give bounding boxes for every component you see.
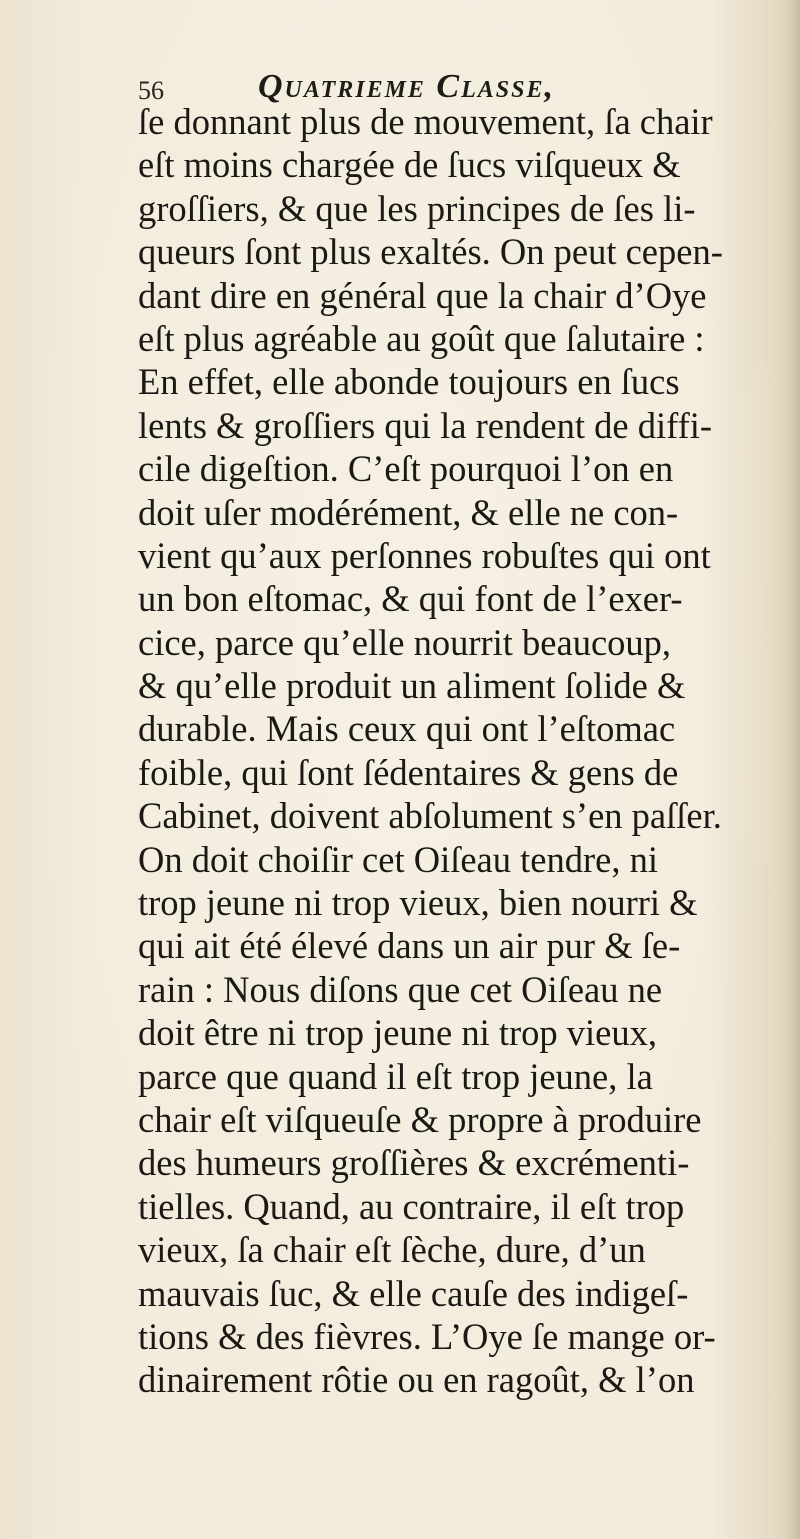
text-line: rain : Nous diſons que cet Oiſeau ne xyxy=(138,968,663,1010)
text-line: des humeurs groſſières & excrémenti- xyxy=(138,1142,690,1184)
text-line: qui ait été élevé dans un air pur & ſe- xyxy=(138,925,681,967)
text-line: trop jeune ni trop vieux, bien nourri & xyxy=(138,882,698,924)
text-line: tielles. Quand, au contraire, il eſt trop xyxy=(138,1185,685,1227)
text-line: eſt plus agréable au goût que ſalutaire : xyxy=(138,317,705,359)
text-line: eſt moins chargée de ſucs viſqueux & xyxy=(138,144,681,186)
text-line: vieux, ſa chair eſt ſèche, dure, d’un xyxy=(138,1229,646,1271)
text-line: foible, qui ſont ſédentaires & gens de xyxy=(138,751,679,793)
text-line: queurs ſont plus exaltés. On peut cepen- xyxy=(138,231,723,273)
text-line: un bon eſtomac, & qui font de l’exer- xyxy=(138,578,683,620)
running-head: Quatrieme Classe, xyxy=(258,68,555,105)
text-line: Cabinet, doivent abſolument s’en paſſer. xyxy=(138,795,722,837)
text-line: ſe donnant plus de mouvement, ſa chair xyxy=(138,101,713,142)
text-line: vient qu’aux perſonnes robuſtes qui ont xyxy=(138,534,711,576)
text-line: dant dire en général que la chair d’Oye xyxy=(138,274,707,316)
page-number: 56 xyxy=(138,76,164,105)
text-line: En effet, elle abonde toujours en ſucs xyxy=(138,361,680,403)
text-line: tions & des fièvres. L’Oye ſe mange or- xyxy=(138,1315,716,1357)
text-line: cice, parce qu’elle nourrit beaucoup, xyxy=(138,621,672,663)
text-line: durable. Mais ceux qui ont l’eſtomac xyxy=(138,708,676,750)
text-line: parce que quand il eſt trop jeune, la xyxy=(138,1055,653,1097)
text-line: dinairement rôtie ou en ragoût, & l’on xyxy=(138,1359,695,1401)
text-line: doit être ni trop jeune ni trop vieux, xyxy=(138,1012,657,1054)
body-text xyxy=(138,100,798,1402)
text-line: groſſiers, & que les principes de ſes li- xyxy=(138,187,696,229)
text-line: On doit choiſir cet Oiſeau tendre, ni xyxy=(138,838,658,880)
text-line: cile digeſtion. C’eſt pourquoi l’on en xyxy=(138,448,674,490)
text-line: chair eſt viſqueuſe & propre à produire xyxy=(138,1098,702,1140)
text-line: & qu’elle produit un aliment ſolide & xyxy=(138,665,686,707)
text-line: lents & groſſiers qui la rendent de diffi- xyxy=(138,404,713,446)
text-line: mauvais ſuc, & elle cauſe des indigeſ- xyxy=(138,1272,689,1314)
text-line: doit uſer modérément, & elle ne con- xyxy=(138,491,679,533)
